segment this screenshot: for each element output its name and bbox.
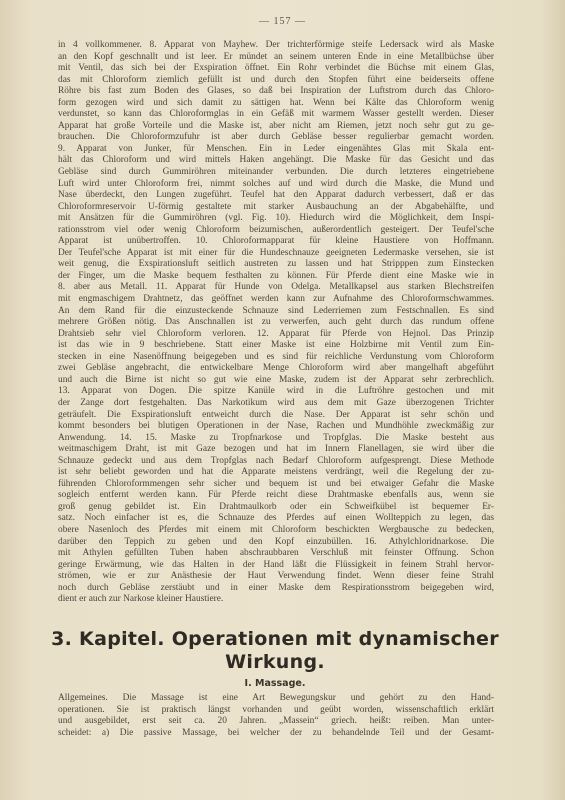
text-line: 8. aber aus Metall. 11. Apparat für Hunde von Odelga. Metallkapsel aus starken Blechstreifen [58,282,494,293]
text-line: geträufelt. Die Exspirationsluft entweicht durch die Nase. Der Apparat ist sehr schön und [58,409,494,420]
text-line: weitmaschigem Draht, ist mit Gaze bezogen und hat im Innern Flanellagen, sie wird über die [58,444,494,455]
text-line: Apparat hat große Vorteile und die Maske ist, aber nicht am Riemen, jetzt noch sehr gut zu ge- [58,120,494,131]
text-line: ist das wie in 9 beschriebene. Statt einer Maske ist eine Holzbirne mit Ventil zum Ein- [58,340,494,351]
page-number: — 157 — [259,16,306,27]
text-line: geringe Erwärmung, wie das Halten in der Hand läßt die Flüssigkeit in feinem Strahl hervor- [58,559,494,570]
text-line: kommt besonders bei blutigen Operationen in der Nase, Rachen und Mundhöhle zweckmäßig zur [58,421,494,432]
chapter-title [50,628,500,674]
text-line: der Zange dort festgehalten. Das Narkotikum wird aus dem mit Gaze überzogenen Trichter [58,397,494,408]
text-line: Anwendung. 14. 15. Maske zu Tropfnarkose und Tropfglas. Die Maske besteht aus [58,432,494,443]
text-line: führenden Chloroformmengen sehr sicher und bequem ist und bei etwaiger Gefahr die Maske [58,478,494,489]
chapter-title-line-2: Wirkung. [225,651,325,673]
chapter-title-line-1: 3. Kapitel. Operationen mit dynamischer [51,628,499,650]
text-line: darüber den Teppich zu geben und den Kopf einzubüllen. 16. Äthylchloridnarkose. Die [58,536,494,547]
text-line: Gebläse sind durch Gummiröhren miteinander verbunden. Die durch letzteres eingetriebene [58,167,494,178]
body-text-block [58,40,494,606]
text-line: scheidet: a) Die passive Massage, bei welcher der zu behandelnde Teil und der Gesamt- [58,728,494,739]
text-line: rationsstrom viel oder wenig Chloroform beizumischen, außerordentlich gesteigert. Der Teufel'sche [58,224,494,235]
text-line: verdunstet, so kann das Chloroformglas in ein Gefäß mit warmem Wasser gestellt werden. Dieser [58,109,494,120]
text-line: dient er auch zur Narkose kleiner Haustiere. [58,594,224,605]
text-line: Apparat ist unübertroffen. 10. Chloroformapparat für kleine Haustiere von Hoffmann. [58,236,494,247]
text-line: 13. Apparat von Dogen. Die spitze Kanüle wird in die Luftröhre gestochen und mit [58,386,494,397]
text-line: ist sehr beliebt geworden und hat die Apparate meistens verdrängt, weil die Regelung der zu- [58,467,494,478]
text-line: Drahtsieb sehr viel Chloroform verloren. 12. Apparat für Pferde von Hejnol. Das Prinzip [58,328,494,339]
text-line: Röhre bis fast zum Boden des Glases, so daß bei Inspiration der Luftstrom durch das Chloro- [58,86,494,97]
text-line: der Finger, um die Maske bequem festhalten zu können. Für Pferde dient eine Maske wie in [58,270,494,281]
text-line: brauchen. Die Chloroformzufuhr ist aber durch Gebläse besser regulierbar gemacht worden. [58,132,494,143]
section-text-block [58,693,494,740]
text-line: Chloroformreservoir U-förmig gestaltete mit starker Ausbauchung an der Abgabehälfte, und [58,201,494,212]
text-line: hält das Chloroform und wird mittels Haken angehängt. Die Maske für das Gesicht und das [58,155,494,166]
text-line: in 4 vollkommener. 8. Apparat von Mayhew. Der trichterförmige steife Ledersack wird als Maske [58,40,494,50]
text-line: operationen. Sie ist praktisch längst vorhanden und geübt worden, wissenschaftlich erklärt [58,704,494,715]
text-line: Luft wird unter Chloroform frei, nimmt solches auf und wird durch die Maske, die Mund und [58,178,494,189]
text-line: Allgemeines. Die Massage ist eine Art Bewegungskur und gehört zu den Hand- [58,693,494,703]
text-line: und auch die Birne ist nicht so gut wie eine Maske, zudem ist der Apparat sehr zerbrechlich. [58,374,494,385]
text-line: form gezogen wird und sich damit zu sättigen hat. Wenn bei Kälte das Chloroform wenig [58,97,494,108]
text-line: stecken in eine Nasenöffnung beigegeben und es sind für reichliche Verdunstung vom Chloroform [58,351,494,362]
text-line: das mit Chloroform ziemlich gefüllt ist und durch den Stopfen führt eine beiderseits offene [58,74,494,85]
text-line: mit Ansätzen für die Gummiröhren (vgl. Fig. 10). Hiedurch wird die Möglichkeit, dem Inspi- [58,213,494,224]
text-line: mit Äthylen gefüllten Tuben haben abschraubbaren Verschluß mit feinster Öffnung. Schon [58,548,494,559]
text-line: sogleich entfernt werden kann. Für Pferde reicht diese Drahtmaske ebenfalls aus, wenn sie [58,490,494,501]
text-line: Nase überdeckt, den Lungen zugeführt. Teufel hat den Apparat dadurch verbessert, daß er das [58,190,494,201]
text-line: strömen, wie er zur Anästhesie der Haut Verwendung findet. Wenn dieser feine Strahl [58,571,494,582]
text-line: mehrere Größen nötig. Das Anschnallen ist zu verwerfen, auch geht durch das rundum offene [58,317,494,328]
section-title: I. Massage. [244,678,306,689]
text-line: obere Nasenloch des Pferdes mit einem mit Chloroform beschickten Wergbausche zu bedecken, [58,524,494,535]
text-line: An dem Rand für die einzusteckende Schnauze sind Lederriemen zum Festschnallen. Es sind [58,305,494,316]
text-line: zwei Gebläse angebracht, die entwickelbare Menge Chloroform wird aber mangelhaft abgeführt [58,363,494,374]
text-line: mit engmaschigem Drahtnetz, das geöffnet werden kann zur Aufnahme des Chloroformschwammes. [58,294,494,305]
text-line: groß genug gebildet ist. Ein Drahtmaulkorb oder ein Schweifkübel ist bequemer Er- [58,501,494,512]
text-line: Der Teufel'sche Apparat ist mit einer für die Hundeschnauze geeigneten Ledermaske versehen, sie ist [58,247,494,258]
text-line: mit Ventil, das sich bei der Exspiration öffnet. Ein Rohr verbindet die Büchse mit einem Glas, [58,63,494,74]
text-line: Schnauze gedeckt und aus dem Tropfglas nach Bedarf Chloroform aufgesprengt. Diese Methode [58,455,494,466]
text-line: 9. Apparat von Junker, für Menschen. Ein in Leder eingenähtes Glas mit Skala ent- [58,143,494,154]
text-line: weit genug, die Exspirationsluft seitlich austreten zu lassen und hat Stripppen zum Einstecken [58,259,494,270]
text-line: satz. Noch einfacher ist es, die Schnauze des Pferdes auf einen Wollteppich zu legen, das [58,513,494,524]
text-line: an den Kopf geschnallt und ist leer. Er mündet an seinem unteren Ende in eine Metallbüchse über [58,51,494,62]
text-line: und ausgebildet, erst seit ca. 20 Jahren. „Massein“ griech. heißt: reiben. Man unter- [58,716,494,727]
text-line: noch durch Gebläse zerstäubt und in einer Maske dem Respirationsstrom beigegeben wird, [58,582,494,593]
